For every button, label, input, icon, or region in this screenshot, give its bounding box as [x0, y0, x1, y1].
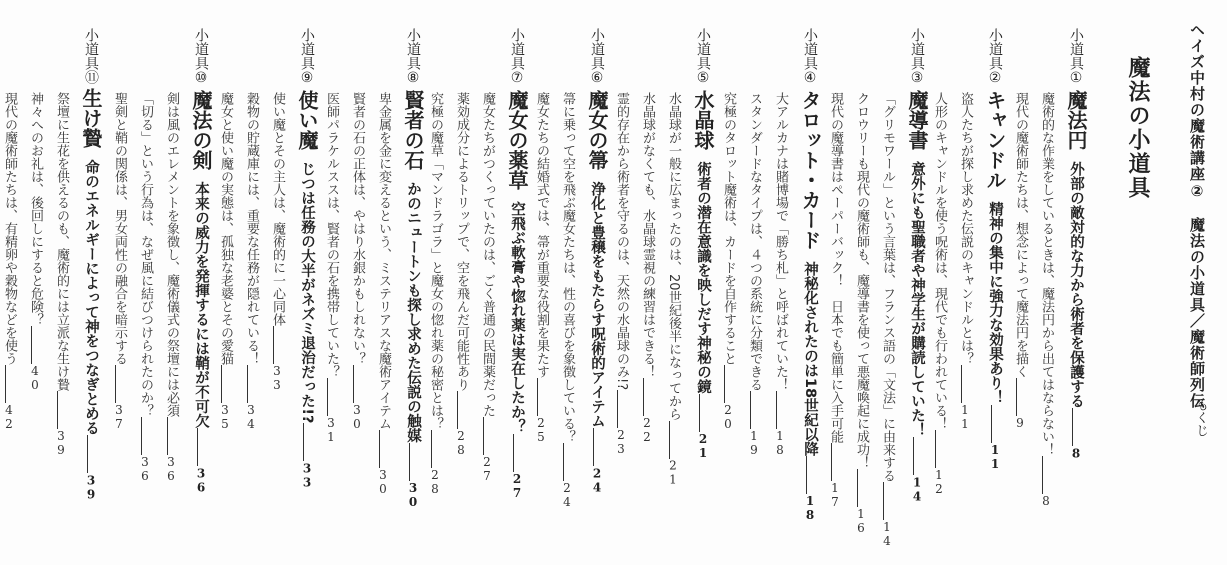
toc-item-page: 36	[164, 455, 178, 483]
toc-item-text: 聖剣と鞘の関係は、男女両性の融合を暗示する	[112, 92, 127, 365]
toc-item-text: 魔女たちの結婚式では、箒が重要な役割を果たす	[534, 92, 549, 378]
toc-item[interactable]	[455, 92, 468, 457]
toc-item-text: スタンダードなタイプは、４つの系統に分類できる	[747, 92, 762, 391]
chapter-subtitle: 空飛ぶ軟膏や惚れ薬は実在したか？	[509, 201, 525, 434]
toc-item-text: 水晶球がなくても、水晶球霊視の練習はできる！	[640, 92, 655, 378]
chapter-number: 小道具④	[802, 28, 818, 86]
leader-line	[5, 365, 6, 403]
leader-line	[806, 456, 807, 494]
chapter-subtitle: 意外にも聖職者や神学生が購読していた！	[909, 161, 925, 438]
chapter-number: 小道具⑤	[695, 28, 711, 86]
toc-item-page: 35	[218, 403, 232, 431]
leader-line	[724, 365, 725, 403]
toc-item-page: 16	[854, 507, 868, 535]
toc-item-text: 現代の魔導書はペーパーバック！ 日本でも簡単に入手可能	[828, 92, 843, 443]
toc-item[interactable]	[429, 92, 442, 496]
toc-item-page: 12	[932, 468, 946, 496]
toc-item[interactable]	[855, 92, 868, 535]
chapter-page: 27	[510, 471, 524, 500]
toc-item[interactable]	[667, 92, 680, 487]
toc-item[interactable]	[722, 92, 735, 431]
toc-item[interactable]	[165, 92, 178, 483]
chapter-page: 33	[300, 461, 314, 490]
leader-line	[431, 430, 432, 468]
chapter-number: 小道具②	[987, 28, 1003, 86]
chapter-heading[interactable]	[985, 28, 1005, 471]
leader-line	[409, 443, 410, 481]
leader-line	[1016, 378, 1017, 416]
toc-item-text: 究極の魔草「マンドラゴラ」と魔女の惚れ薬の秘密とは？	[428, 92, 443, 430]
leader-line	[483, 417, 484, 455]
toc-item-text: 究極のタロット魔術は、カードを自作すること	[721, 92, 736, 365]
toc-item-text: 盗人たちが探し求めた伝説のキャンドルとは？	[958, 92, 973, 365]
toc-item[interactable]	[481, 92, 494, 483]
chapter-heading[interactable]	[907, 28, 927, 503]
toc-item-page: 34	[244, 403, 258, 431]
toc-item-page: 30	[376, 468, 390, 496]
toc-item[interactable]	[271, 92, 284, 392]
toc-item[interactable]	[139, 92, 152, 483]
toc-item[interactable]	[325, 92, 338, 444]
chapter-number: 小道具⑪	[83, 28, 99, 84]
leader-line	[353, 365, 354, 403]
toc-item-text: 剣は風のエレメントを象徴し、魔術儀式の祭壇には必須	[164, 92, 179, 417]
leader-line	[57, 391, 58, 429]
chapter-name: 魔法の剣	[189, 90, 213, 170]
toc-item-page: 27	[480, 455, 494, 483]
chapter-heading[interactable]	[191, 28, 211, 494]
chapter-page: 11	[988, 442, 1002, 471]
toc-item-page: 28	[454, 429, 468, 457]
leader-line	[513, 434, 514, 472]
chapter-page: 36	[194, 466, 208, 495]
leader-line	[537, 378, 538, 416]
chapter-subtitle: かのニュートンも探し求めた伝説の触媒	[405, 181, 421, 443]
toc-item-text: 水晶球が一般に広まったのは、20世紀後半になってから	[666, 92, 681, 421]
series-title: ヘイズ中村の魔術講座② 魔法の小道具／魔術師列伝	[1188, 22, 1206, 409]
toc-item[interactable]	[377, 92, 390, 496]
chapter-number: 小道具⑨	[299, 28, 315, 86]
toc-item-text: 魔女たちがつくっていたのは、ごく普通の民間薬だった	[480, 92, 495, 417]
chapter-number: 小道具⑥	[589, 28, 605, 86]
toc-item-text: 医師パラケルススは、賢者の石を携帯していた？	[324, 92, 339, 378]
leader-line	[167, 417, 168, 455]
toc-item[interactable]	[881, 92, 894, 548]
toc-item-text: 「切る」という行為は、なぜ風に結びつけられたのか？	[138, 92, 153, 417]
chapter-number: 小道具⑧	[405, 28, 421, 86]
chapter-heading[interactable]	[403, 28, 423, 509]
chapter-name: キャンドル	[983, 90, 1007, 190]
chapter-subtitle: 精神の集中に強力な効果あり！	[987, 201, 1003, 405]
leader-line	[883, 482, 884, 520]
toc-item[interactable]	[219, 92, 232, 431]
toc-item[interactable]	[1014, 92, 1027, 430]
toc-item-text: 現代の魔術師たちは、有精卵や穀物などを使う	[2, 92, 17, 365]
toc-item-text: 使い魔とその主人は、魔術的に一心同体	[270, 92, 285, 326]
chapter-heading[interactable]	[800, 28, 820, 522]
chapter-heading[interactable]	[693, 28, 713, 460]
chapter-page: 24	[590, 466, 604, 495]
toc-item-page: 14	[880, 520, 894, 548]
toc-item[interactable]	[829, 92, 842, 509]
chapter-subtitle: じつは任務の大半がネズミ退治だった!?	[299, 161, 315, 424]
leader-line	[273, 326, 274, 364]
leader-line	[961, 365, 962, 403]
toc-item[interactable]	[933, 92, 946, 496]
mokuji-label: もくじ	[1193, 398, 1208, 437]
toc-item-page: 19	[747, 429, 761, 457]
leader-line	[750, 391, 751, 429]
chapter-name: 生け贄	[79, 88, 103, 148]
leader-line	[1072, 408, 1073, 446]
chapter-subtitle: 神秘化されたのは18世紀以降	[802, 261, 818, 457]
chapter-heading[interactable]	[507, 28, 527, 500]
leader-line	[1042, 456, 1043, 494]
toc-item-text: 卑金属を金に変えるという、ミステリアスな魔術アイテム	[376, 92, 391, 430]
chapter-page: 21	[696, 431, 710, 460]
toc-item-page: 23	[614, 428, 628, 457]
toc-item-text: 箒に乗って空を飛ぶ魔女たちは、性の喜びを象徴している？	[560, 92, 575, 443]
toc-item-text: クロウリーも現代の魔術師も、魔導書を使って悪魔喚起に成功！	[854, 92, 869, 469]
toc-item-page: 25	[534, 416, 548, 444]
chapter-page: 18	[803, 494, 817, 523]
chapter-subtitle: 外部の敵対的な力から術者を保護する	[1068, 161, 1084, 409]
leader-line	[643, 378, 644, 416]
toc-item-page: 28	[428, 468, 442, 496]
toc-item-page: 17	[828, 481, 842, 509]
chapter-page: 30	[406, 480, 420, 509]
leader-line	[857, 469, 858, 507]
leader-line	[617, 390, 618, 428]
toc-item-text: 霊的存在から術者を守るのは、天然の水晶球のみ!?	[614, 92, 629, 391]
toc-item[interactable]	[1040, 92, 1053, 508]
chapter-subtitle: 本来の威力を発揮するには鞘が不可欠	[193, 181, 209, 429]
leader-line	[831, 443, 832, 481]
leader-line	[197, 428, 198, 466]
toc-item[interactable]	[959, 92, 972, 431]
toc-item[interactable]	[245, 92, 258, 431]
toc-item-page: 22	[640, 416, 654, 444]
chapter-page: 39	[84, 473, 98, 502]
toc-item-page: 24	[560, 481, 574, 509]
header	[1187, 0, 1227, 565]
leader-line	[593, 428, 594, 466]
main-title: 魔法の小道具	[1125, 56, 1150, 200]
leader-line	[913, 437, 914, 475]
chapter-heading[interactable]	[81, 28, 101, 501]
toc-item[interactable]	[113, 92, 126, 431]
toc-item[interactable]	[561, 92, 574, 509]
toc-item-page: 39	[54, 429, 68, 457]
leader-line	[221, 365, 222, 403]
toc-item-text: 薬効成分によるトリップで、空を飛んだ可能性あり	[454, 92, 469, 391]
chapter-name: 使い魔	[295, 90, 319, 150]
chapter-name: 魔女の箒	[585, 90, 609, 170]
toc-item[interactable]	[774, 92, 787, 457]
chapter-subtitle: 浄化と豊穣をもたらす呪術的アイテム	[589, 181, 605, 429]
leader-line	[31, 326, 32, 364]
leader-line	[115, 365, 116, 403]
leader-line	[379, 430, 380, 468]
chapter-number: 小道具⑩	[193, 28, 209, 86]
chapter-name: 魔女の薬草	[505, 90, 529, 190]
chapter-number: 小道具①	[1068, 28, 1084, 86]
toc-item-text: 現代の魔術師たちは、想念によって魔法円を描く	[1013, 92, 1028, 378]
toc-item-text: 賢者の石の正体は、やはり水銀かもしれない？	[350, 92, 365, 365]
toc-item-page: 11	[958, 403, 972, 431]
chapter-name: 魔導書	[905, 90, 929, 150]
toc-item-page: 21	[666, 458, 680, 487]
toc-item[interactable]	[55, 92, 68, 457]
leader-line	[563, 443, 564, 481]
chapter-number: 小道具③	[909, 28, 925, 86]
leader-line	[457, 391, 458, 429]
toc-item-page: 40	[28, 364, 42, 392]
toc-item[interactable]	[535, 92, 548, 444]
leader-line	[935, 430, 936, 468]
toc-item-page: 31	[324, 416, 338, 444]
toc-item[interactable]	[3, 92, 16, 431]
toc-item-page: 36	[138, 455, 152, 483]
chapter-number: 小道具⑦	[509, 28, 525, 86]
toc-item-page: 9	[1013, 416, 1027, 430]
chapter-heading[interactable]	[297, 28, 317, 489]
toc-item-page: 33	[270, 364, 284, 392]
leader-line	[141, 417, 142, 455]
chapter-heading[interactable]	[587, 28, 607, 494]
toc-item-text: 人形のキャンドルを使う呪術は、現代でも行われている！	[932, 92, 947, 430]
chapter-page: 14	[910, 475, 924, 504]
chapter-name: 水晶球	[691, 90, 715, 150]
toc-item[interactable]	[29, 92, 42, 392]
leader-line	[699, 394, 700, 432]
toc-item-page: 42	[2, 403, 16, 431]
chapter-subtitle: 術者の潜在意識を映しだす神秘の鏡	[695, 161, 711, 394]
toc-item-page: 20	[721, 403, 735, 431]
toc-item-page: 37	[112, 403, 126, 431]
toc-item-page: 8	[1039, 494, 1053, 508]
toc-item-text: 神々へのお礼は、後回しにすると危険？	[28, 92, 43, 326]
chapter-subtitle: 命のエネルギーによって神をつなぎとめる	[83, 159, 99, 436]
chapter-name: 賢者の石	[401, 90, 425, 170]
leader-line	[303, 423, 304, 461]
chapter-heading[interactable]	[1066, 28, 1086, 460]
chapter-name: 魔法円	[1064, 90, 1088, 150]
toc-item[interactable]	[615, 92, 628, 456]
leader-line	[669, 421, 670, 459]
toc-item-text: 大アルカナは賭博場で「勝ち札」と呼ばれていた！	[773, 92, 788, 391]
toc-item[interactable]	[351, 92, 364, 431]
toc-item-page: 30	[350, 403, 364, 431]
toc-item-text: 穀物の貯蔵庫には、重要な任務が隠れている！	[244, 92, 259, 365]
toc-item[interactable]	[641, 92, 654, 444]
leader-line	[776, 391, 777, 429]
toc-item-text: 祭壇に生花を供えるのも、魔術的には立派な生け贄	[54, 92, 69, 391]
leader-line	[327, 378, 328, 416]
toc-item-text: 魔女と使い魔の実態は、孤独な老婆とその愛猫	[218, 92, 233, 365]
chapter-name: タロット・カード	[798, 90, 822, 250]
leader-line	[247, 365, 248, 403]
leader-line	[991, 405, 992, 443]
leader-line	[87, 435, 88, 473]
toc-item-page: 18	[773, 429, 787, 457]
toc-item-text: 魔術的な作業をしているときは、魔法円から出てはならない！	[1039, 92, 1054, 456]
toc-item-text: 「グリモワール」という言葉は、フランス語の「文法」に由来する	[880, 92, 895, 482]
toc-item[interactable]	[748, 92, 761, 457]
chapter-page: 8	[1069, 446, 1083, 461]
